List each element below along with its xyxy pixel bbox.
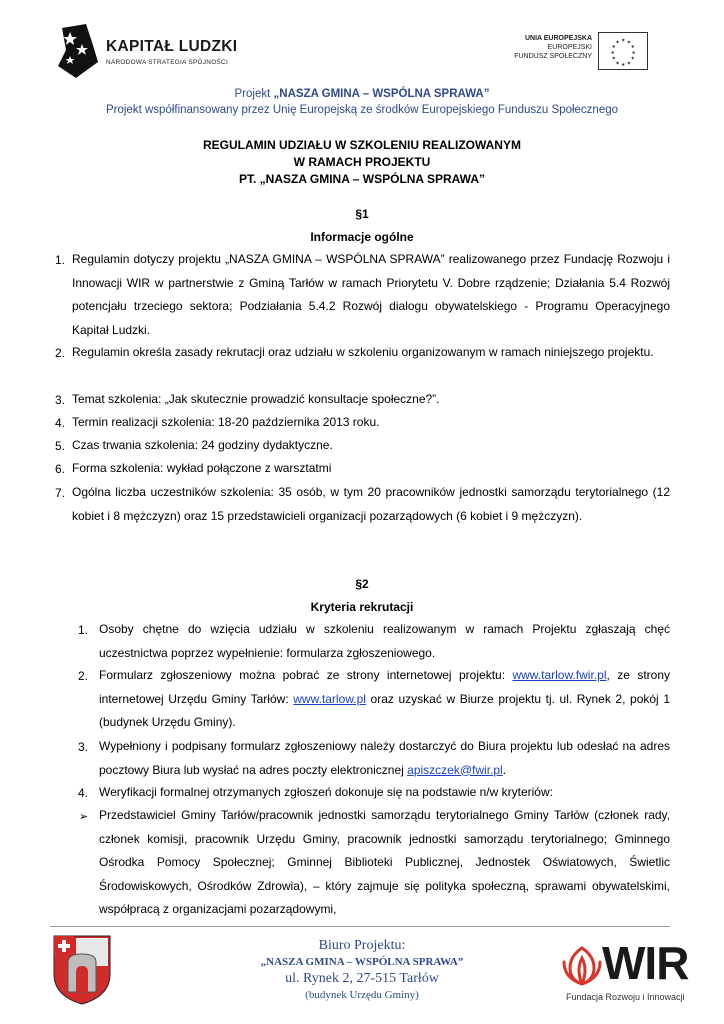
s2-item-4-num: 4. [78, 786, 89, 800]
project-website-link[interactable]: www.tarlow.fwir.pl [512, 668, 607, 682]
section-1-sign: §1 [355, 207, 369, 221]
title-line-1: REGULAMIN UDZIAŁU W SZKOLENIU REALIZOWANYM [203, 138, 521, 152]
section-2-heading: Kryteria rekrutacji [310, 600, 414, 614]
section-1-heading: Informacje ogólne [310, 230, 414, 244]
s2-bullet-1-text: Przedstawiciel Gminy Tarłów/pracownik jednostki samorządu terytorialnego Gminy Tarłów (członek rady, członek komisji, pracownik Urzędu Gminy, pracownik jednostki samorządu terytorialnego; Gminnego Ośrodka Pomocy Społecznej; Gminnej Biblioteki Publicznej, Jednostek Oświatowych, Świetlic Środowiskowych, Ośrodków Zdrowia), – który zajmuje się polityka społeczną, sprawami obywatelskimi, współpracą z organizacjami pozarządowymi, [99, 808, 670, 916]
kapital-ludzki-emblem-icon [56, 22, 100, 80]
s1-item-5-text: Czas trwania szkolenia: 24 godziny dydaktyczne. [72, 438, 333, 452]
footer-project-name: „NASZA GMINA – WSPÓLNA SPRAWA” [260, 956, 464, 968]
kapital-ludzki-subtitle: NARODOWA STRATEGIA SPÓJNOŚCI [106, 59, 229, 66]
svg-text:★: ★ [621, 63, 626, 69]
s1-item-6-text: Forma szkolenia: wykład połączone z warsztatmi [72, 461, 332, 475]
svg-text:★: ★ [611, 45, 616, 51]
s1-item-4-num: 4. [55, 416, 66, 430]
s2-item-1-num: 1. [78, 623, 89, 637]
s1-item-2-text: Regulamin określa zasady rekrutacji oraz udziału w szkoleniu organizowanym w ramach niniejszego projektu. [72, 345, 654, 359]
title-line-2: W RAMACH PROJEKTU [293, 155, 431, 169]
svg-text:★: ★ [631, 50, 636, 56]
bullet-arrow-icon: ➢ [79, 811, 89, 823]
s2-item-2-part-b: , ze strony internetowej Urzędu Gminy Tarłów: [99, 668, 670, 706]
svg-text:★: ★ [610, 50, 615, 56]
eu-line-2: EUROPEJSKI [547, 44, 592, 51]
s2-item-2-text [99, 664, 670, 735]
eu-text [514, 34, 592, 61]
s2-item-2-num: 2. [78, 669, 89, 683]
wir-foundation-name: Fundacja Rozwoju i Innowacji [566, 992, 685, 1002]
s1-item-1-text: Regulamin dotyczy projektu „NASZA GMINA – WSPÓLNA SPRAWA” realizowanego przez Fundację Rozwoju i Innowacji WIR w partnerstwie z Gminą Tarłów w ramach Priorytetu V. Dobre rządzenie; Działania 5.4 Rozwój potencjału trzeciego sektora; Podziałania 5.4.2 Rozwój dialogu obywatelskiego - Programu Operacyjnego Kapitał Ludzki. [72, 252, 670, 337]
wir-flame-icon [560, 940, 604, 990]
svg-text:★: ★ [626, 40, 632, 46]
s2-item-3-part-b: . [502, 762, 507, 777]
s2-item-3-num: 3. [78, 740, 89, 754]
s1-item-1-num: 1. [55, 253, 66, 267]
project-name: „NASZA GMINA – WSPÓLNA SPRAWA” [273, 88, 490, 100]
s1-item-3-num: 3. [55, 393, 66, 407]
svg-text:★: ★ [626, 61, 632, 67]
s2-item-3-text [99, 735, 670, 782]
email-link[interactable]: apiszczek@fwir.pl [407, 762, 503, 777]
wir-letters: WIR [602, 937, 689, 989]
project-cofinance: Projekt współfinansowany przez Unię Europejską ze środków Europejskiego Funduszu Społecznego [105, 104, 619, 116]
svg-text:★: ★ [615, 61, 620, 67]
s1-item-7-num: 7. [55, 486, 66, 500]
s2-item-2-part-c: oraz uzyskać w Biurze projektu tj. ul. Rynek 2, pokój 1 (budynek Urzędu Gminy). [99, 691, 670, 729]
svg-text:★: ★ [630, 56, 635, 62]
eu-line-3: FUNDUSZ SPOŁECZNY [514, 53, 592, 60]
s1-item-5-num: 5. [55, 439, 66, 453]
svg-text:★: ★ [630, 45, 635, 51]
s1-item-7-text: Ogólna liczba uczestników szkolenia: 35 osób, w tym 20 pracowników jednostki samorządu terytorialnego (12 kobiet i 8 mężczyzn) oraz 15 przedstawicieli organizacji pozarządowych (6 kobiet i 9 mężczyzn). [72, 485, 670, 523]
svg-text:★: ★ [615, 40, 620, 46]
s1-item-4-text: Termin realizacji szkolenia: 18-20 października 2013 roku. [72, 415, 380, 429]
section-2-sign: §2 [355, 577, 369, 591]
s1-item-3-text: Temat szkolenia: „Jak skutecznie prowadzić konsultacje społeczne?”. [72, 392, 440, 406]
kapital-ludzki-title: KAPITAŁ LUDZKI [106, 38, 238, 55]
s2-item-1-text: Osoby chętne do wzięcia udziału w szkoleniu realizowanym w ramach Projektu zgłaszają chęć uczestnictwa poprzez wypełnienie: formularza zgłoszeniowego. [99, 622, 670, 660]
s1-item-2-num: 2. [55, 346, 66, 360]
eu-logo [498, 30, 650, 74]
project-line [0, 88, 724, 100]
eu-flag-icon [598, 32, 648, 70]
s2-item-4-text: Weryfikacji formalnej otrzymanych zgłoszeń dokonuje się na podstawie n/w kryteriów: [99, 785, 553, 799]
footer-address: ul. Rynek 2, 27-515 Tarłów [285, 971, 439, 986]
document-title [0, 137, 724, 188]
s2-item-2-part-a: Formularz zgłoszeniowy można pobrać ze strony internetowej projektu: [99, 668, 513, 682]
footer-office-label: Biuro Projektu: [318, 938, 406, 953]
wir-logo [560, 936, 689, 1016]
footer-divider [50, 926, 670, 927]
footer-building: (budynek Urzędu Gminy) [305, 989, 419, 1001]
gmina-website-link[interactable]: www.tarlow.pl [293, 691, 366, 706]
svg-text:★: ★ [611, 56, 616, 62]
title-line-3: PT. „NASZA GMINA – WSPÓLNA SPRAWA” [238, 172, 485, 186]
s2-item-3-part-a: Wypełniony i podpisany formularz zgłoszeniowy należy dostarczyć do Biura projektu lub odesłać na adres pocztowy Biura lub wysłać na adres poczty elektronicznej [99, 739, 670, 777]
s1-item-6-num: 6. [55, 462, 66, 476]
kapital-ludzki-logo [56, 22, 256, 84]
svg-text:★: ★ [621, 38, 626, 44]
eu-line-1: UNIA EUROPEJSKA [524, 35, 592, 42]
project-prefix: Projekt [234, 88, 274, 100]
